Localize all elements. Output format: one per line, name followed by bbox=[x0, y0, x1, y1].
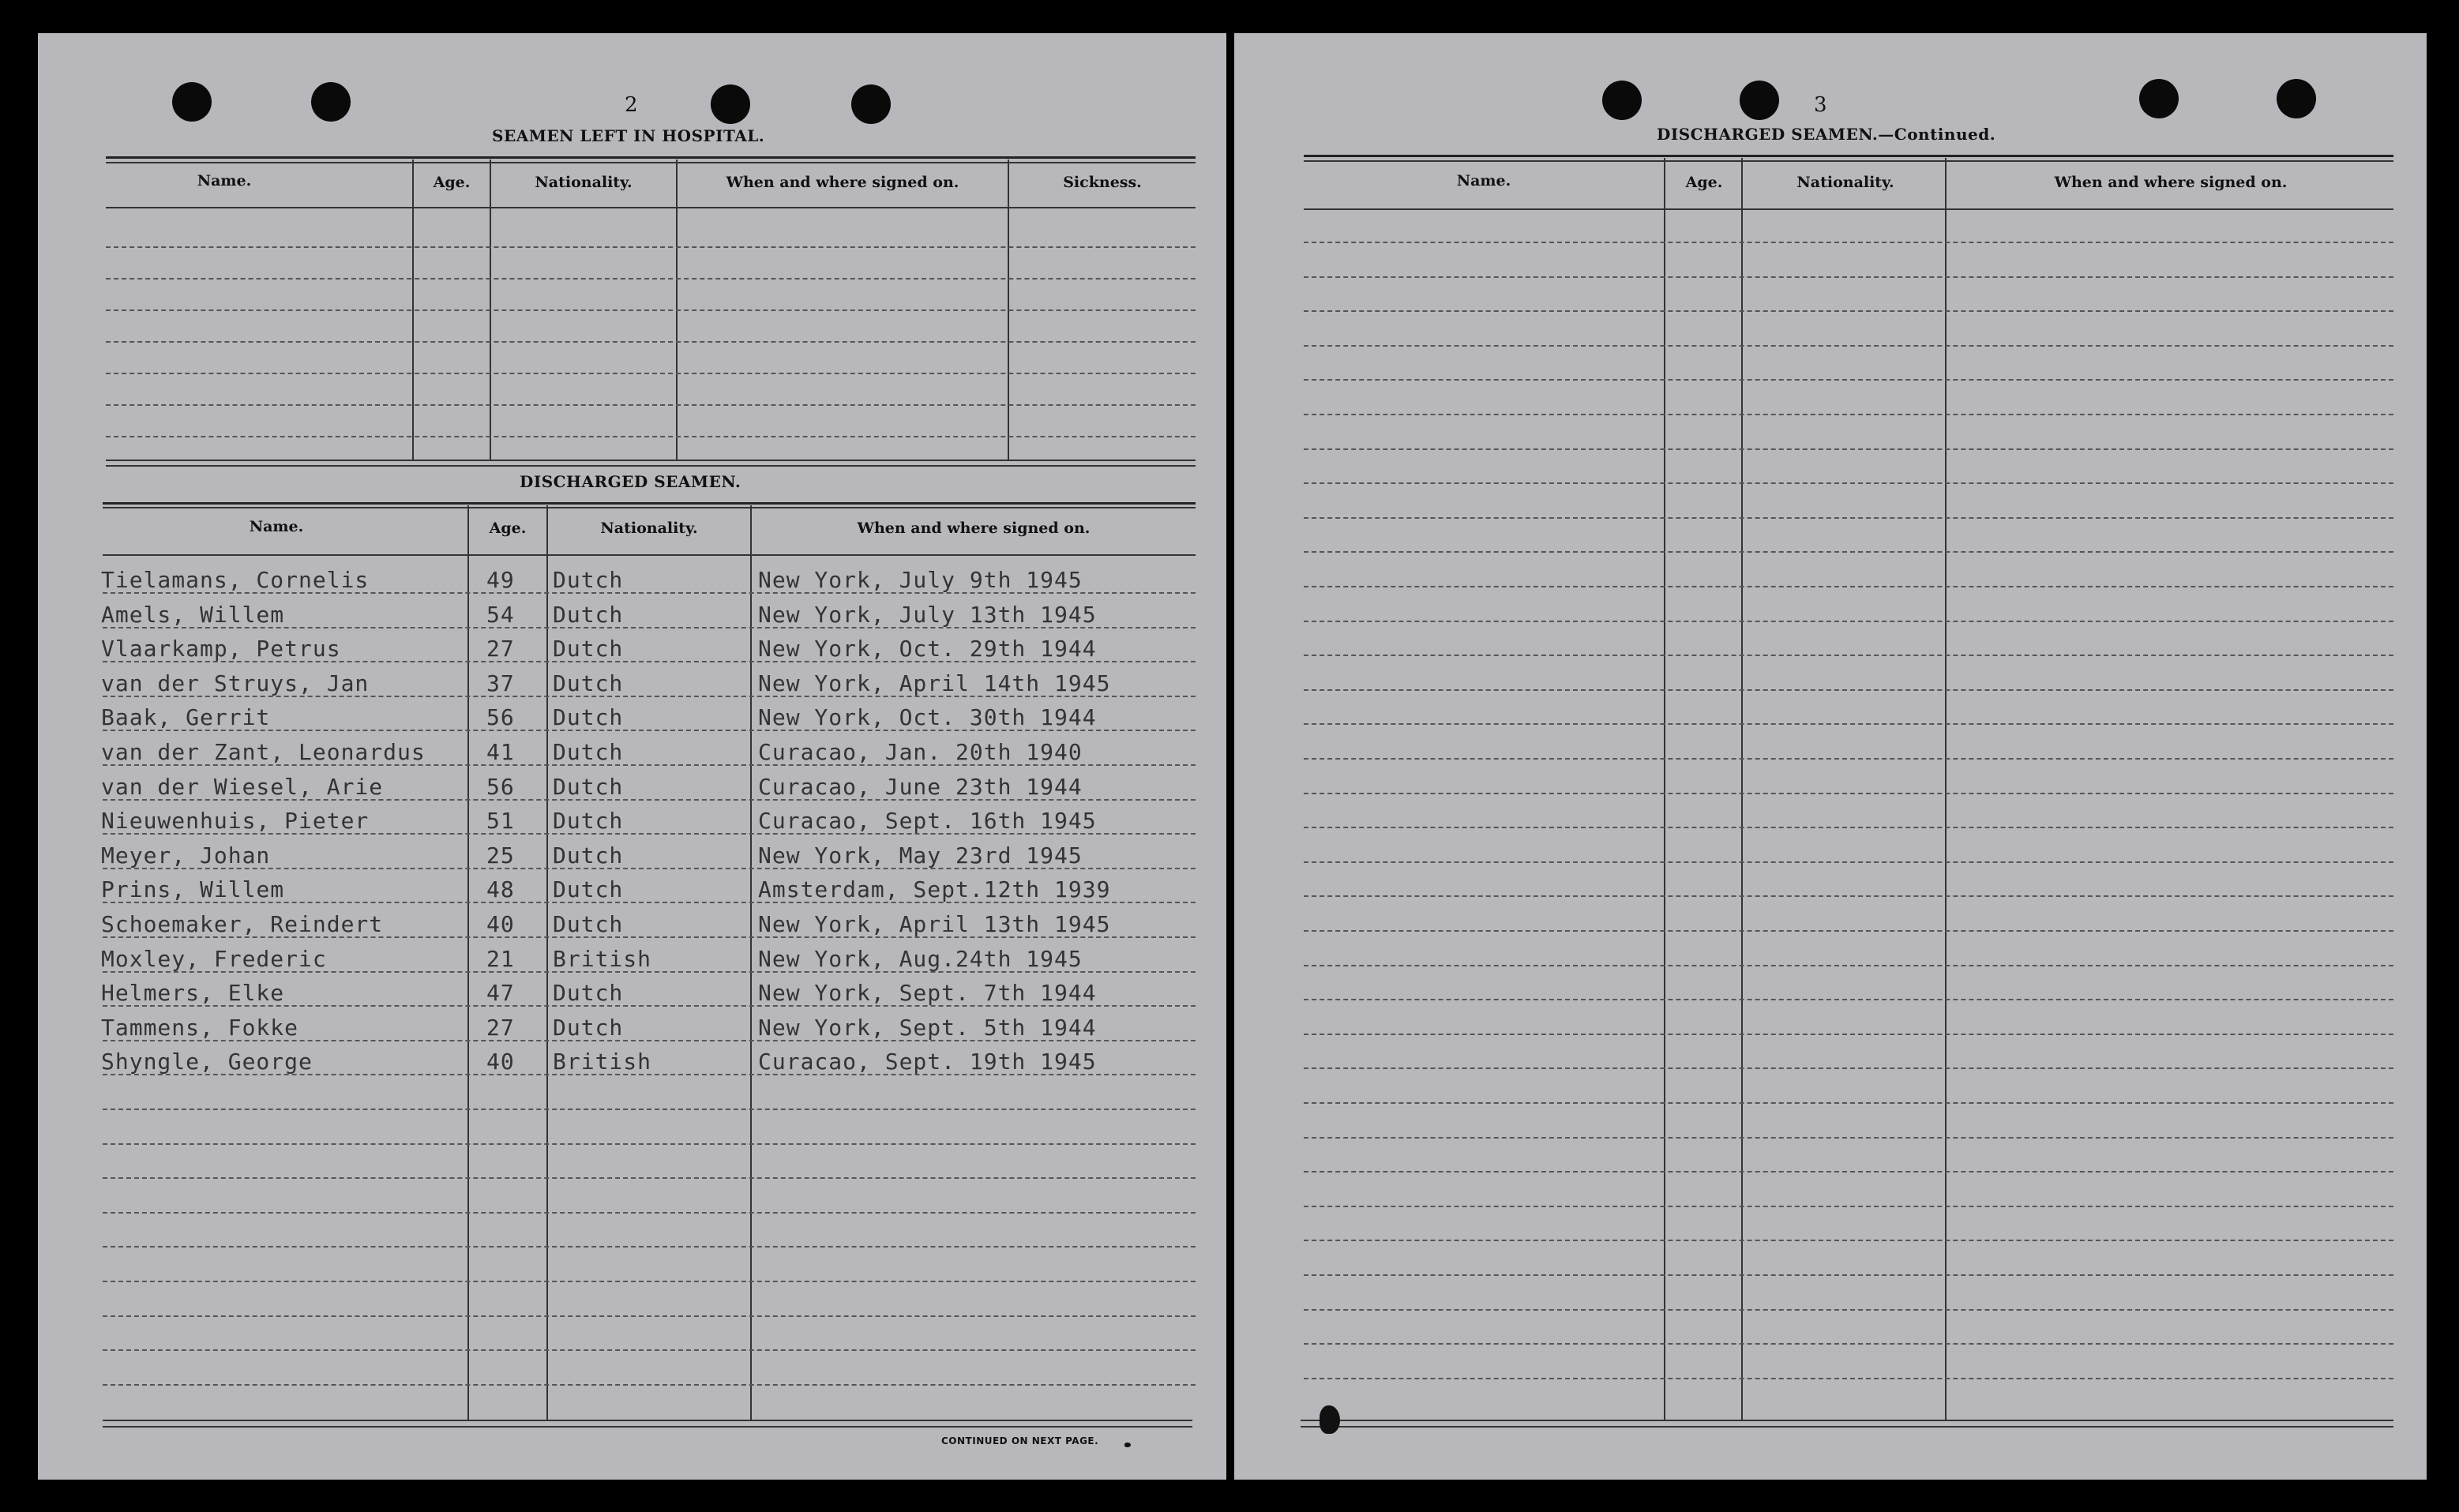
seaman-nationality: Dutch bbox=[553, 601, 624, 628]
seaman-age: 27 bbox=[486, 1014, 515, 1041]
ruled-line bbox=[103, 1005, 1196, 1007]
seaman-nationality: British bbox=[553, 1049, 652, 1075]
ruled-line bbox=[1304, 758, 2393, 760]
seaman-nationality: Dutch bbox=[553, 773, 624, 800]
seaman-name: Tammens, Fokke bbox=[101, 1014, 299, 1041]
seaman-age: 40 bbox=[486, 1049, 515, 1075]
seaman-age: 21 bbox=[486, 945, 515, 972]
right-page bbox=[1234, 33, 2427, 1480]
ruled-line bbox=[103, 1384, 1196, 1386]
seaman-nationality: Dutch bbox=[553, 842, 624, 869]
ruled-line bbox=[1304, 345, 2393, 347]
ruled-line bbox=[103, 696, 1196, 697]
ruled-line bbox=[1304, 551, 2393, 553]
ruled-line bbox=[103, 1177, 1196, 1179]
seaman-nationality: Dutch bbox=[553, 1014, 624, 1041]
ruled-line bbox=[103, 1246, 1196, 1247]
seaman-signed-on: New York, May 23rd 1945 bbox=[758, 842, 1083, 869]
seaman-age: 25 bbox=[486, 842, 515, 869]
ruled-line bbox=[1304, 1240, 2393, 1241]
ruled-line bbox=[103, 764, 1196, 766]
column-header-signed-on: When and where signed on. bbox=[857, 520, 1091, 537]
ruled-line bbox=[103, 730, 1196, 731]
seaman-name: Amels, Willem bbox=[101, 601, 285, 628]
column-header-signed-on: When and where signed on. bbox=[2054, 174, 2288, 191]
ruled-line bbox=[103, 1349, 1196, 1351]
left-page bbox=[38, 33, 1226, 1480]
seaman-nationality: Dutch bbox=[553, 567, 624, 593]
seaman-signed-on: New York, Oct. 29th 1944 bbox=[758, 636, 1097, 662]
punch-hole bbox=[1602, 81, 1642, 120]
ruled-line bbox=[103, 627, 1196, 628]
seaman-signed-on: Curacao, Sept. 16th 1945 bbox=[758, 808, 1097, 835]
ruled-line bbox=[103, 902, 1196, 903]
seaman-nationality: Dutch bbox=[553, 670, 624, 696]
seaman-name: Helmers, Elke bbox=[101, 980, 285, 1007]
seaman-age: 48 bbox=[486, 876, 515, 903]
seaman-age: 56 bbox=[486, 704, 515, 731]
ruled-line bbox=[1304, 1309, 2393, 1311]
seaman-name: van der Struys, Jan bbox=[101, 670, 370, 696]
page-number: 3 bbox=[1814, 93, 1827, 117]
seaman-nationality: British bbox=[553, 945, 652, 972]
ruled-line bbox=[1304, 861, 2393, 863]
punch-hole bbox=[311, 82, 351, 122]
ruled-line bbox=[1304, 414, 2393, 415]
ruled-line bbox=[1304, 1067, 2393, 1069]
ruled-line bbox=[103, 1074, 1196, 1075]
seaman-age: 49 bbox=[486, 567, 515, 593]
seaman-nationality: Dutch bbox=[553, 636, 624, 662]
seaman-age: 54 bbox=[486, 601, 515, 628]
ruled-line bbox=[1304, 827, 2393, 828]
seaman-name: van der Wiesel, Arie bbox=[101, 773, 384, 800]
seaman-nationality: Dutch bbox=[553, 808, 624, 835]
punch-hole bbox=[851, 84, 891, 124]
continued-note: CONTINUED ON NEXT PAGE. bbox=[941, 1435, 1099, 1446]
seaman-age: 41 bbox=[486, 739, 515, 765]
page-number: 2 bbox=[625, 93, 638, 117]
column-header-nationality: Nationality. bbox=[535, 174, 633, 191]
ruled-line bbox=[103, 661, 1196, 662]
ruled-line bbox=[1304, 930, 2393, 932]
ruled-line bbox=[103, 1212, 1196, 1214]
seaman-nationality: Dutch bbox=[553, 980, 624, 1007]
ruled-line bbox=[103, 833, 1196, 835]
ruled-line bbox=[103, 1109, 1196, 1110]
column-header-age: Age. bbox=[489, 520, 527, 537]
seaman-age: 37 bbox=[486, 670, 515, 696]
seaman-signed-on: New York, July 9th 1945 bbox=[758, 567, 1083, 593]
seaman-name: Moxley, Frederic bbox=[101, 945, 327, 972]
seaman-signed-on: New York, April 14th 1945 bbox=[758, 670, 1111, 696]
ink-spot bbox=[1124, 1443, 1131, 1447]
seaman-signed-on: Curacao, Jan. 20th 1940 bbox=[758, 739, 1083, 765]
hospital-section-title: SEAMEN LEFT IN HOSPITAL. bbox=[492, 126, 765, 145]
ruled-line bbox=[1304, 517, 2393, 519]
ruled-line bbox=[103, 868, 1196, 869]
column-header-nationality: Nationality. bbox=[1796, 174, 1894, 191]
seaman-nationality: Dutch bbox=[553, 739, 624, 765]
seaman-age: 56 bbox=[486, 773, 515, 800]
ruled-line bbox=[1304, 965, 2393, 966]
seaman-signed-on: New York, Sept. 5th 1944 bbox=[758, 1014, 1097, 1041]
ink-blot bbox=[1320, 1405, 1340, 1434]
ruled-line bbox=[1304, 379, 2393, 381]
ruled-line bbox=[1304, 1206, 2393, 1207]
seaman-name: Nieuwenhuis, Pieter bbox=[101, 808, 370, 835]
discharged-section-title: DISCHARGED SEAMEN. bbox=[520, 472, 741, 491]
column-header-sickness: Sickness. bbox=[1063, 174, 1142, 191]
seaman-signed-on: New York, April 13th 1945 bbox=[758, 911, 1111, 937]
seaman-name: Baak, Gerrit bbox=[101, 704, 271, 731]
punch-hole bbox=[2277, 79, 2316, 118]
ruled-line bbox=[1304, 1137, 2393, 1139]
seaman-name: Meyer, Johan bbox=[101, 842, 271, 869]
ruled-line bbox=[1304, 621, 2393, 622]
seaman-signed-on: Amsterdam, Sept.12th 1939 bbox=[758, 876, 1111, 903]
seaman-age: 40 bbox=[486, 911, 515, 937]
ruled-line bbox=[103, 1281, 1196, 1282]
punch-hole bbox=[172, 82, 212, 122]
continued-section-title: DISCHARGED SEAMEN.—Continued. bbox=[1657, 125, 1996, 144]
ruled-line bbox=[1304, 793, 2393, 794]
seaman-age: 27 bbox=[486, 636, 515, 662]
ruled-line bbox=[1304, 482, 2393, 484]
seaman-age: 51 bbox=[486, 808, 515, 835]
ruled-line bbox=[1304, 1274, 2393, 1276]
seaman-signed-on: New York, Aug.24th 1945 bbox=[758, 945, 1083, 972]
seaman-nationality: Dutch bbox=[553, 911, 624, 937]
seaman-signed-on: Curacao, Sept. 19th 1945 bbox=[758, 1049, 1097, 1075]
seaman-name: Schoemaker, Reindert bbox=[101, 911, 384, 937]
seaman-name: Vlaarkamp, Petrus bbox=[101, 636, 341, 662]
ruled-line bbox=[103, 1315, 1196, 1317]
ruled-line bbox=[1304, 448, 2393, 450]
ruled-line bbox=[1304, 586, 2393, 587]
column-header-age: Age. bbox=[1685, 174, 1723, 191]
ruled-line bbox=[1304, 276, 2393, 278]
seaman-signed-on: New York, Oct. 30th 1944 bbox=[758, 704, 1097, 731]
column-header-name: Name. bbox=[249, 518, 304, 535]
punch-hole bbox=[1740, 81, 1779, 120]
ruled-line bbox=[103, 936, 1196, 938]
ruled-line bbox=[103, 1040, 1196, 1041]
ruled-line bbox=[1304, 1034, 2393, 1035]
seaman-name: Prins, Willem bbox=[101, 876, 285, 903]
ruled-line bbox=[1304, 999, 2393, 1000]
column-header-signed-on: When and where signed on. bbox=[726, 174, 959, 191]
punch-hole bbox=[711, 84, 750, 124]
seaman-signed-on: Curacao, June 23th 1944 bbox=[758, 773, 1083, 800]
ruled-line bbox=[103, 592, 1196, 594]
ruled-line bbox=[1304, 895, 2393, 897]
seaman-signed-on: New York, Sept. 7th 1944 bbox=[758, 980, 1097, 1007]
column-header-name: Name. bbox=[1456, 172, 1511, 189]
ruled-line bbox=[1304, 1378, 2393, 1379]
column-header-age: Age. bbox=[433, 174, 471, 191]
ruled-line bbox=[103, 1143, 1196, 1145]
seaman-name: Tielamans, Cornelis bbox=[101, 567, 370, 593]
ruled-line bbox=[1304, 655, 2393, 656]
column-header-name: Name. bbox=[197, 172, 252, 189]
ruled-line bbox=[1304, 242, 2393, 243]
seaman-nationality: Dutch bbox=[553, 704, 624, 731]
ruled-line bbox=[1304, 1343, 2393, 1345]
ruled-line bbox=[1304, 723, 2393, 725]
ruled-line bbox=[1304, 1102, 2393, 1104]
ruled-line bbox=[1304, 689, 2393, 691]
seaman-age: 47 bbox=[486, 980, 515, 1007]
ruled-line bbox=[1304, 310, 2393, 312]
seaman-name: van der Zant, Leonardus bbox=[101, 739, 426, 765]
seaman-nationality: Dutch bbox=[553, 876, 624, 903]
seaman-name: Shyngle, George bbox=[101, 1049, 313, 1075]
column-header-nationality: Nationality. bbox=[600, 520, 698, 537]
ruled-line bbox=[103, 799, 1196, 801]
punch-hole bbox=[2139, 79, 2179, 118]
ruled-line bbox=[103, 971, 1196, 973]
ruled-line bbox=[1304, 1171, 2393, 1172]
seaman-signed-on: New York, July 13th 1945 bbox=[758, 601, 1097, 628]
